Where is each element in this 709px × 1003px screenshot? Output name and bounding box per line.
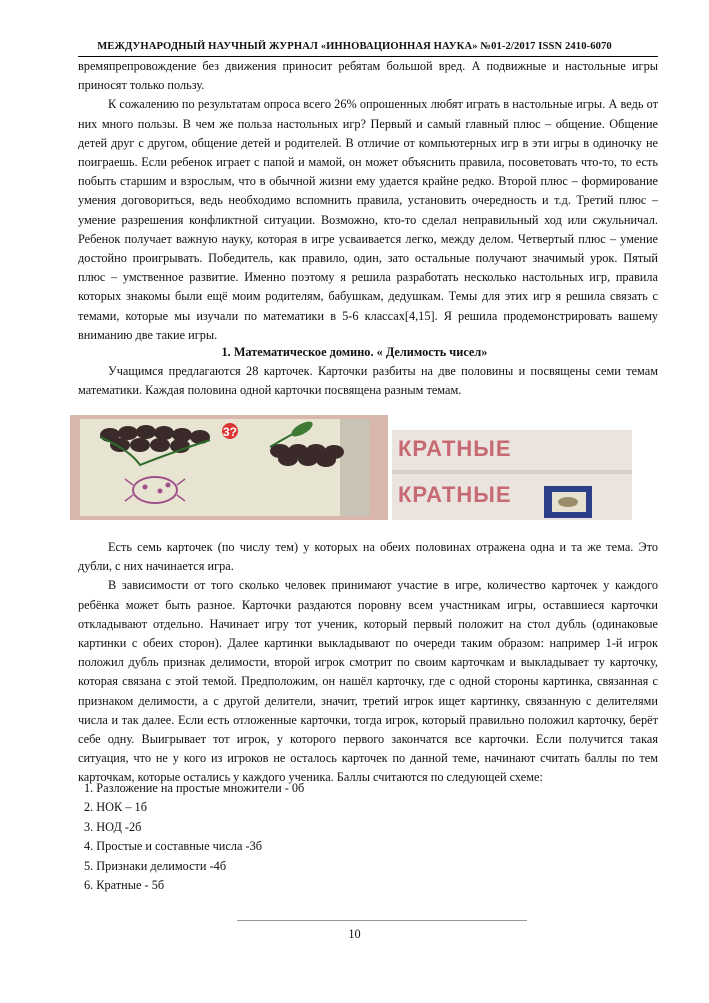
- list-item: 2. НОК – 1б: [84, 800, 147, 815]
- list-item: 1. Разложение на простые множители - 0б: [84, 781, 305, 795]
- kratnye-card-illustration: [392, 430, 632, 520]
- footer-divider: [237, 920, 527, 921]
- card-question-label: 3?: [223, 425, 238, 439]
- kratnye-word-bottom: КРАТНЫЕ: [398, 482, 512, 507]
- list-item: 6. Кратные - 5б: [84, 878, 165, 893]
- domino-card-photo-kratnye: [392, 430, 632, 520]
- section-intro-block: [78, 362, 658, 400]
- kratnye-word-top: КРАТНЫЕ: [398, 436, 512, 461]
- cherries-illustration: [70, 415, 388, 520]
- paragraph: Есть семь карточек (по числу тем) у которых на обеих половинах отражена одна и та же тема. Это дубли, с них начинается игра.: [78, 540, 658, 574]
- list-item: 3. НОД -2б: [84, 819, 142, 834]
- list-item: 5. Признаки делимости -4б: [84, 858, 227, 873]
- journal-header: МЕЖДУНАРОДНЫЙ НАУЧНЫЙ ЖУРНАЛ «ИННОВАЦИОННАЯ НАУКА» №01-2/2017 ISSN 2410-6070: [97, 41, 612, 52]
- paragraph: времяпрепровождение без движения приносит ребятам большой вред. А подвижные и настольные игры приносят только пользу.: [78, 59, 658, 93]
- domino-card-photo-cherries: [70, 415, 388, 520]
- list-item: 4. Простые и составные числа -3б: [84, 839, 262, 854]
- paragraph: К сожалению по результатам опроса всего 26% опрошенных любят играть в настольные игры. А ведь от них много пользы. В чем же польза настольных игр? Первый и самый главный плюс – общение. Общение детей друг с другом, общение детей и родителей. В отличие от компьютерных игр в эти игры в одиночку не поиграешь. Если ребенок играет с папой и мамой, он может объяснить правила, посоветовать что-то, то есть побыть старшим и взрослым, что в обычной жизни ему удается крайне редко. Второй плюс – формирование умения договориться, ведь необходимо вспомнить правила, установить очередность и т.д. Третий плюс – умение разрешения конфликтной ситуации. Возможно, кто-то сделал неправильный ход или сжульничал. Ребенок получает важную науку, которая в игре усваивается легко, между делом. Четвертый плюс – умение достойно проигрывать. Победитель, как правило, один, зато остальные получают значимый урок. Пятый плюс – умственное развитие. Именно поэтому я решила разработать несколько настольных игр, правила которых знакомы были ещё моим родителям, бабушкам, дедушкам. Темы для этих игр я решила связать с темами, которые мы изучали по математики в 5-6 классах[4,15]. Я решила продемонстрировать вашему вниманию две такие игры.: [78, 97, 658, 342]
- page-number: 10: [348, 927, 361, 941]
- intro-text-block: [78, 57, 658, 345]
- paragraph: В зависимости от того сколько человек принимают участие в игре, количество карточек у каждого ребёнка может быть разное. Карточки раздаются поровну всем участникам игры, оставшиеся карточки откладывают отдельно. Начинает игру тот ученик, который первый положит на стол дубль (одинаковые картинки с обеих сторон). Далее картинки выкладывают по очереди таким образом: например 1-й игрок положил дубль признак делимости, второй игрок смотрит по своим карточкам и выкладывает ту карточку, которая связана с этой темой. Предположим, он нашёл карточку, где с одной стороны картинка, связанная с признаком делимости, а с другой делители, значит, третий игрок ищет картинку, связанную с делителями числа и так далее. Если есть отложенные карточки, тогда игрок, который правильно положил карточку, берёт себе одну. Выигрывает тот игрок, у которого первого закончатся все карточки. Если получится такая ситуация, что не у кого из игроков не осталось карточек по данной теме, начинают считать баллы по тем карточкам, которые остались у каждого ученика. Баллы считаются по следующей схеме:: [78, 578, 658, 785]
- rules-text-block: [78, 538, 658, 788]
- score-list: [84, 779, 304, 895]
- paragraph: Учащимся предлагаются 28 карточек. Карточки разбиты на две половины и посвящены семи темам математики. Каждая половина одной карточки посвящена разным темам.: [78, 364, 658, 398]
- section-heading: 1. Математическое домино. « Делимость чисел»: [221, 345, 488, 359]
